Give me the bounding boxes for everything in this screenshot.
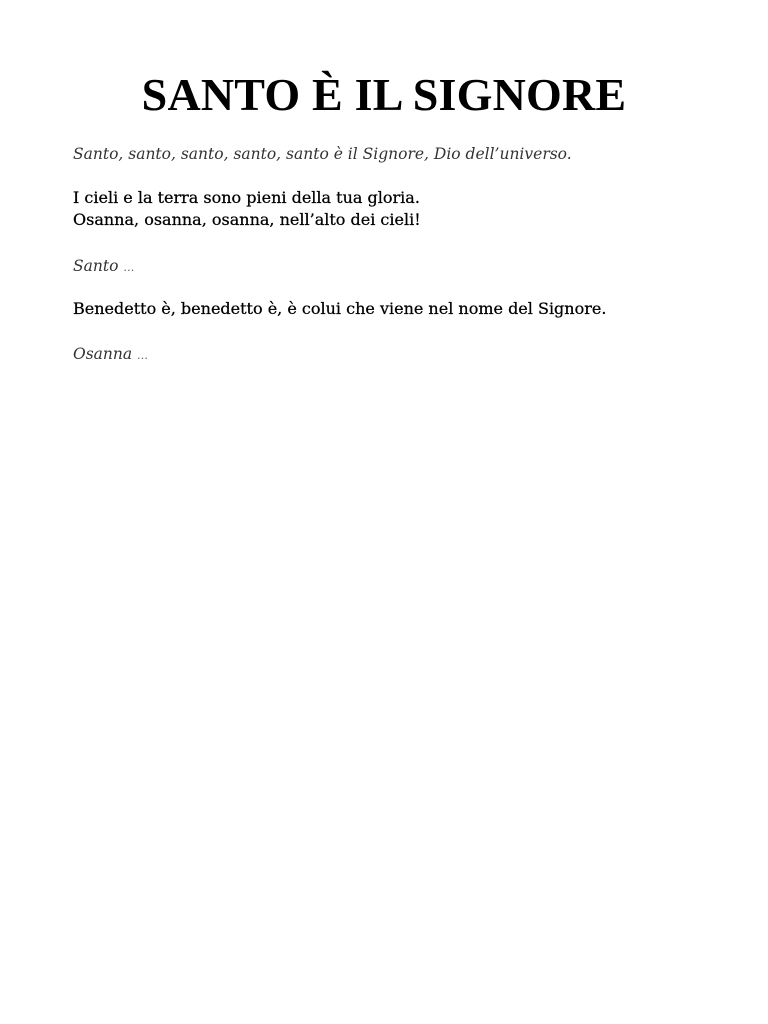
verse-line: I cieli e la terra sono pieni della tua gloria. (73, 188, 420, 207)
verse-line: Benedetto è, benedetto è, è colui che viene nel nome del Signore. (73, 299, 607, 318)
refrain-reference (73, 343, 148, 367)
verse-line: Osanna, osanna, osanna, nell’alto dei cieli! (73, 210, 421, 229)
refrain-reference-text: Osanna (73, 345, 133, 363)
refrain-line: Santo, santo, santo, santo, santo è il Signore, Dio dell’universo. (73, 145, 572, 163)
ellipsis: … (123, 261, 135, 274)
refrain-reference (73, 255, 134, 279)
page-title: SANTO È IL SIGNORE (141, 69, 627, 120)
refrain-reference-text: Santo (73, 257, 119, 275)
ellipsis: … (137, 349, 149, 362)
